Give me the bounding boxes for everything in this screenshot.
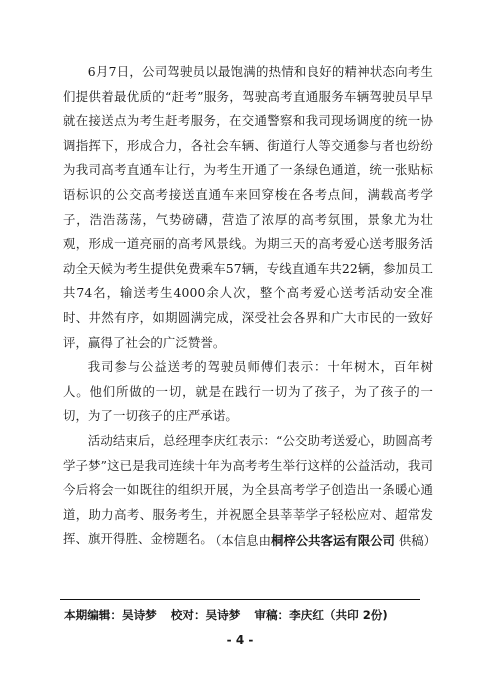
source-prefix: （本信息由	[209, 533, 271, 548]
article-body	[63, 60, 433, 552]
footer-reviewer: 审稿：李庆红（共印 2份)	[254, 608, 388, 622]
source-company: 桐梓公共客运有限公司	[270, 533, 395, 548]
article-paragraph-2: 我司参与公益送考的驾驶员师傅们表示：十年树木，百年树人。他们所做的一切，就是在践行一切为了孩子，为了孩子的一切，为了一切孩子的庄严承诺。	[63, 359, 433, 424]
footer-divider	[60, 599, 420, 600]
editorial-footer	[64, 605, 424, 625]
source-suffix: 供稿）	[394, 533, 436, 548]
article-paragraph-3: 活动结束后，总经理李庆红表示：“公交助考送爱心，助圆高考学子梦”这已是我司连续十年为高考考生举行这样的公益活动，我司今后将会一如既往的组织开展，为全县高考学子创造出一条暖心通道，助力高考、服务考生，并祝愿全县莘莘学子轻松应对、超常发挥、旗开得胜、金榜题名。	[63, 432, 433, 547]
source-credit	[60, 531, 436, 551]
article-paragraph-1: 6月7日，公司驾驶员以最饱满的热情和良好的精神状态向考生们提供着最优质的“赶考”服务，驾驶高考直通服务车辆驾驶员早早就在接送点为考生赶考服务，在交通警察和我司现场调度的统一协调指挥下，形成合力，各社会车辆、街道行人等交通参与者也纷纷为我司高考直通车让行，为考生开通了一条绿色通道，统一张贴标语标识的公交高考接送直通车来回穿梭在各考点间，满载高考学子，浩浩荡荡，气势磅礴，营造了浓厚的高考氛围，景象尤为壮观，形成一道亮丽的高考风景线。为期三天的高考爱心送考服务活动全天候为考生提供免费乘车57辆，专线直通车共22辆，参加员工共74名，输送考生4000余人次，整个高考爱心送考活动安全准时、井然有序，如期圆满完成，深受社会各界和广大市民的一致好评，赢得了社会的广泛赞誉。	[63, 64, 433, 350]
page-number: - 4 -	[226, 633, 254, 647]
footer-proofreader: 校对：吴诗梦	[170, 608, 241, 622]
footer-editor: 本期编辑：吴诗梦	[64, 608, 157, 622]
